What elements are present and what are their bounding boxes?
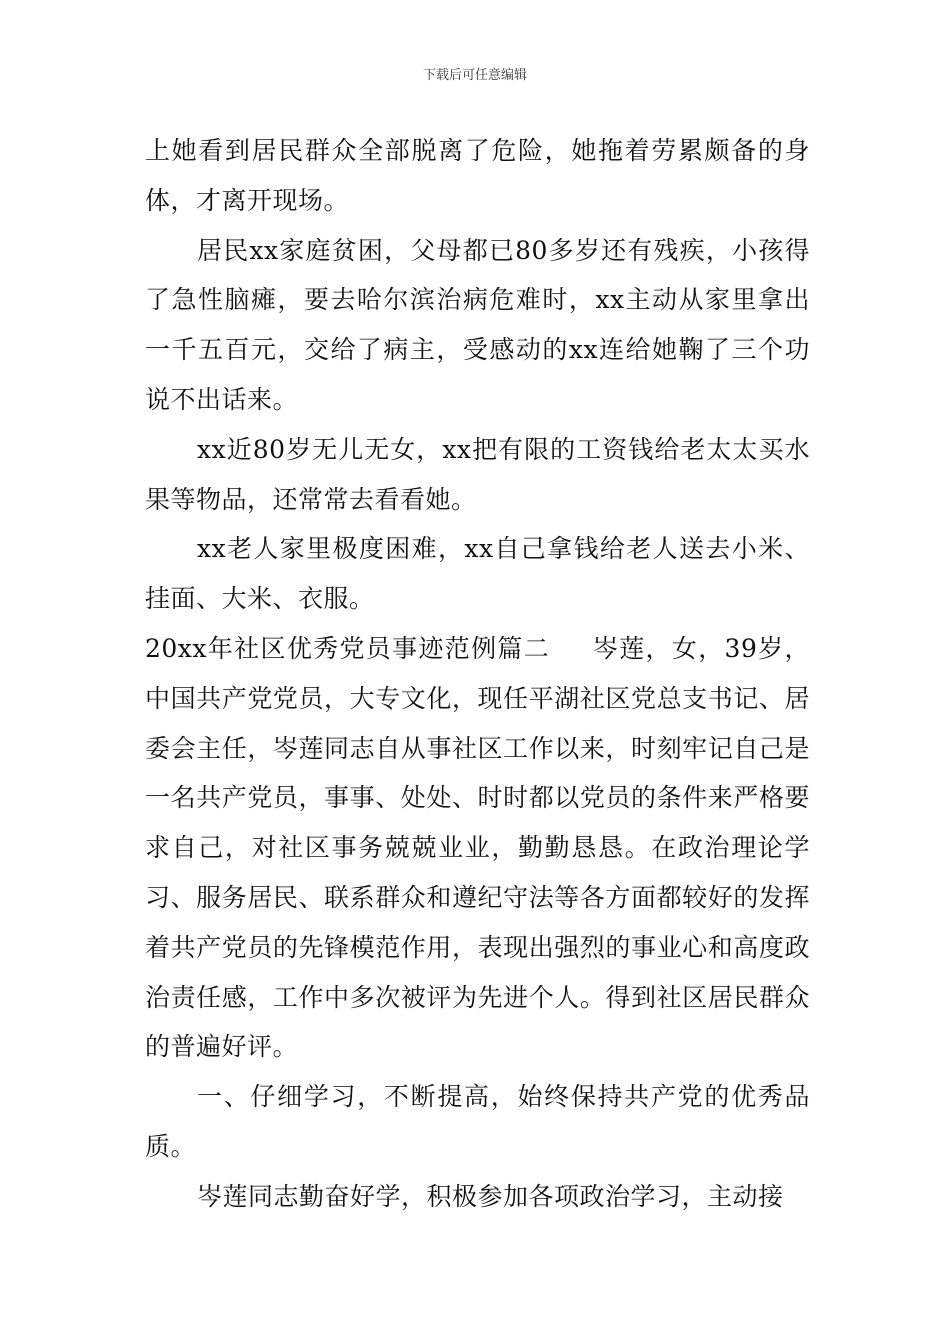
paragraph-continued: 上她看到居民群众全部脱离了危险，她拖着劳累颇备的身体，才离开现场。	[145, 136, 810, 215]
paragraph-elderly-support: xx老人家里极度困难，xx自己拿钱给老人送去小米、挂面、大米、衣服。	[145, 534, 810, 614]
section-title: 20xx年社区优秀党员事迹范例篇二	[145, 633, 551, 663]
section-body: 岑莲，女，39岁，中国共产党党员，大专文化，现任平湖社区党总支书记、居委会主任，岑莲同志自从事社区工作以来，时刻牢记自己是一名共产党员，事事、处处、时时都以党员的条件来严格要求自己，对社区事务兢兢业业，勤勤恳恳。在政治理论学习、服务居民、联系群众和遵纪守法等各方面都较好的发挥着共产党员的先锋模范作用，表现出强烈的事业心和高度政治责任感，工作中多次被评为先进个人。得到社区居民群众的普遍好评。	[145, 633, 810, 1062]
paragraph-last: 岑莲同志勤奋好学，积极参加各项政治学习，主动接	[197, 1181, 784, 1211]
paragraph-family-poverty: 居民xx家庭贫困，父母都已80多岁还有残疾，小孩得了急性脑瘫，要去哈尔滨治病危难时，xx主动从家里拿出一千五百元，交给了病主，受感动的xx连给她鞠了三个功说不出话来。	[145, 235, 810, 414]
page-header: 下载后可任意编辑	[422, 68, 527, 83]
section-block	[145, 624, 810, 1072]
document-body	[145, 126, 810, 1222]
subsection-title: 一、仔细学习，不断提高，始终保持共产党的优秀品质。	[145, 1082, 810, 1161]
paragraph-elderly-care: xx近80岁无儿无女，xx把有限的工资钱给老太太买水果等物品，还常常去看看她。	[145, 434, 810, 514]
